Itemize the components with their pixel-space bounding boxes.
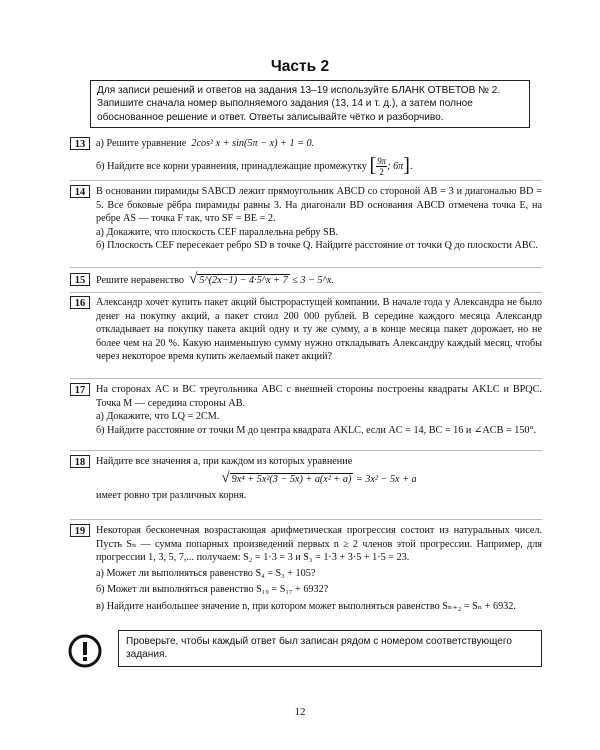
divider (70, 519, 542, 520)
task-15-radicand: 5^(2x−1) − 4·5^x + 7 (199, 275, 288, 286)
task-number: 17 (70, 383, 90, 396)
task-19a: а) Может ли выполняться равенство S₄ = S₃ + 105? (96, 567, 316, 579)
task-13a-label: а) Решите уравнение (96, 138, 187, 149)
divider (70, 292, 542, 293)
task-13b-text: б) Найдите все корни уравнения, принадлежащие промежутку (96, 160, 367, 172)
task-18-radicand: 9x⁴ + 5x²(3 − 5x) + a(x² + a) (231, 473, 352, 485)
task-19-text: Некоторая бесконечная возрастающая арифметическая прогрессия состоит из натуральных чисел. Пусть Sₙ — сумма попарных произведений первых n ≥ 2 членов этой прогрессии. Например, для прогрессии 1, 3, 5, 7,... получаем: S₂ = 1·3 = 3 и S₃ = 1·3 + 3·5 + 1·5 = 23. (96, 525, 542, 564)
interval-right: ; 6π (387, 160, 404, 172)
divider (70, 180, 542, 181)
task-17 (70, 383, 542, 437)
instructions-box: Для записи решений и ответов на задания 13–19 используйте БЛАНК ОТВЕТОВ № 2. Запишите сначала номер выполняемого задания (13, 14 и т. д.), а затем полное обоснованное решение и ответ. Ответы записывайте чётко и разборчиво. (90, 80, 530, 128)
task-14-text: В основании пирамиды SABCD лежит прямоугольник ABCD со стороной AB = 3 и диагональю BD = 5. Все боковые рёбра пирамиды равны 3. На диагонали BD основания ABCD отмечена точка E, на ребре AS — точка F так, что SF = BE = 2. (96, 186, 542, 225)
task-15-rest: ≤ 3 − 5^x. (292, 275, 334, 286)
task-19 (70, 524, 542, 614)
divider (70, 267, 542, 268)
task-number: 14 (70, 185, 90, 198)
task-number: 19 (70, 524, 90, 537)
reminder-box: Проверьте, чтобы каждый ответ был записан рядом с номером соответствующего задания. (118, 630, 542, 667)
task-17a: а) Докажите, что LQ = 2CM. (96, 411, 220, 423)
task-number: 13 (70, 137, 90, 150)
task-17-text: На сторонах AC и BC треугольника ABC с внешней стороны построены квадраты AKLC и BPQC. Точка M — середина стороны AB. (96, 384, 542, 409)
task-18 (70, 455, 542, 503)
task-18-text: Найдите все значения a, при каждом из которых уравнение (96, 456, 353, 467)
task-15-label: Решите неравенство (96, 275, 184, 286)
task-17b: б) Найдите расстояние от точки M до центра квадрата AKLC, если AC = 14, BC = 16 и ∠ACB = 150°. (96, 424, 537, 436)
divider (70, 378, 542, 379)
task-14a: а) Докажите, что плоскость CEF параллельна ребру SB. (96, 226, 339, 238)
task-number: 15 (70, 273, 90, 286)
task-18-equation: √ 9x⁴ + 5x²(3 − 5x) + a(x² + a) = 3x² − 5x + a (221, 469, 417, 486)
task-16 (70, 296, 542, 364)
task-13a-equation: 2cos² x + sin(5π − x) + 1 = 0. (191, 138, 315, 149)
section-title: Часть 2 (270, 58, 330, 75)
page-number: 12 (294, 706, 306, 718)
task-19b: б) Может ли выполняться равенство S₁₉ = S₁₇ + 6932? (96, 584, 329, 596)
divider (70, 450, 542, 451)
task-14b: б) Плоскость CEF пересекает ребро SD в точке Q. Найдите расстояние от точки Q до плоскости ABC. (96, 240, 538, 252)
task-18-right: = 3x² − 5x + a (355, 473, 417, 485)
task-16-text: Александр хочет купить пакет акций быстрорастущей компании. В начале года у Александра не было денег на покупку акций, а пакет стоил 200 000 рублей. В середине каждого месяца Александр откладывает на покупку пакета акций одну и ту же сумму, а в конце месяца пакет дорожает, но не более чем на 20 %. Какую наименьшую сумму нужно откладывать Александру каждый месяц, чтобы через некоторое время купить желаемый пакет акций? (96, 297, 542, 363)
task-number: 18 (70, 455, 90, 468)
interval-fraction: $\frac{9\pi}{2}$ (377, 155, 387, 177)
task-18-end: имеет ровно три различных корня. (96, 490, 247, 502)
task-13: 13 а) Решите уравнение 2cos² x + sin(5π − x) + 1 = 0. б) Найдите все корни уравнения, принадлежащие промежутку [ $\frac{9\pi}{2}$ ; 6π]. (70, 137, 542, 177)
task-14 (70, 185, 542, 253)
exclamation-icon (68, 634, 102, 668)
task-15: 15 Решите неравенство √ 5^(2x−1) − 4·5^x + 7 ≤ 3 − 5^x. (70, 273, 542, 288)
task-number: 16 (70, 296, 90, 309)
task-19c: в) Найдите наибольшее значение n, при котором может выполняться равенство Sₙ₊₂ = Sₙ + 6932. (96, 600, 516, 612)
